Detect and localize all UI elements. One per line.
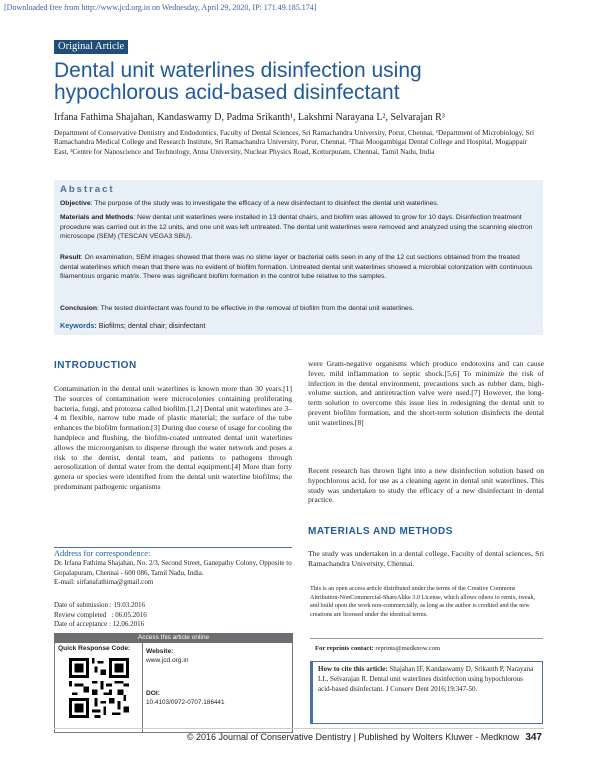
cite-label: How to cite this article: [318,665,388,673]
abstract-objective [60,199,538,209]
keywords-text: Biofilms; dental chair; disinfectant [96,321,206,330]
abstract-result [60,253,538,282]
license-note: This is an open access article distributed under the terms of the Creative Commons Attribution-NonCommercial-ShareAlike 3.0 License, which allows others to remix, tweak, and build upon the work non-commercially, as long as the author is credited and the new creations are licensed under the identical terms. [310,585,543,639]
conclusion-text: : The tested disinfectant was found to be effective in the removal of biofilm from the dental unit waterlines. [97,305,415,312]
date-list [54,601,292,630]
qr-label: Quick Response Code: [58,645,131,652]
right-paragraph-1: were Gram-negative organisms which produce endotoxins and can cause fever, mild inflammation to septic shock.[5,6] To minimize the risk of infection in the dental environment, precautions such as rubber dam, high-volume suction, and antiretraction valve were used.[7] However, the long-term solution to overcome this issue lies in redesigning the dental unit to prevent biofilm formation, and the short-term solution disinfects the dental unit waterlines.[8] [308,359,544,427]
introduction-paragraph: Contamination in the dental unit waterlines is known more than 30 years.[1] The sources of contamination were microcolonies containing proliferating bacteria, fungi, and protozoa called biofilm.[1,2] Dental unit waterlines are 3–4 m flexible, narrow tube made of plastic material; the surface of the tube enhances the biofilm formation.[3] During due course of usage for cooling the handpiece and flushing, the biofilm-coated untreated dental unit waterlines allows the microorganism to disperse through the water network and poses a risk to the dentist, dental team, and patients to pathogens through aerosolization of dental water from the dental equipment.[4] More than forty genera or species were identified from the dental unit waterline biofilms; the predominant pathogenic organisms [54,384,292,491]
date-review: Review completed : 06.05.2016 [54,610,147,619]
page-number: 347 [525,732,542,743]
reprints-label: For reprints contact: [315,645,374,652]
correspondence-address [54,559,292,588]
right-paragraph-2: Recent research has thrown light into a new disinfection solution based on hypochlorous acid, for use as a cleaning agent in dental unit waterlines. This study was undertaken to study the efficacy of a new disinfectant in dental practice. [308,466,544,505]
objective-label: Objective [60,200,91,207]
conclusion-label: Conclusion [60,305,98,312]
divider [142,643,143,733]
abstract-conclusion [60,304,538,314]
doi-link[interactable]: 10.4103/0972-0707.186441 [146,699,225,706]
doi-label: DOI: [146,690,160,697]
result-label: Result [60,254,81,261]
keywords-label: Keywords: [60,321,97,330]
objective-text: : The purpose of the study was to investigate the efficacy of a new disinfectant to disinfect the dental unit waterlines. [90,200,439,207]
article-type-badge: Original Article [54,40,128,54]
abstract-methods [60,213,538,242]
methods-heading: MATERIALS AND METHODS [308,526,453,537]
website-link[interactable]: www.jcd.org.in [146,657,189,664]
divider [54,547,292,548]
author-list: Irfana Fathima Shajahan, Kandaswamy D, Padma Srikanth¹, Lakshmi Narayana L², Selvarajan R³ [54,112,445,123]
reprints-contact [315,645,440,652]
divider [54,728,544,729]
keywords [60,321,205,330]
article-title: Dental unit waterlines disinfection using hypochlorous acid-based disinfectant [54,59,422,104]
access-heading: Access this article online [54,633,293,643]
date-acceptance: Date of acceptance : 12.06.2016 [54,620,145,628]
qr-code-icon[interactable] [69,658,129,718]
result-text: : On examination, SEM images showed that there was no slime layer or bacterial cells seen in any of the 12 cut sections obtained from the treated dental waterlines which mean that there was no evident of biofilm formation. Untreated dental unit waterlines showed a microbial colonization with continuous filamentous organic matrix. There was significant biofilm formation in the control tube relative to the samples. [60,254,533,280]
abstract-heading: Abstract [60,184,115,195]
methods-paragraph: The study was undertaken in a dental college, Faculty of dental sciences, Sri Ramachandra University, Chennai. [308,549,544,568]
date-submission: Date of submission : 19.03.2016 [54,601,145,609]
citation-box [310,661,543,724]
cite-text: Shajahan IF, Kandaswamy D, Srikanth P, Narayana LL, Selvarajan R. Dental unit waterlines disinfection using hypochlorous acid-based disinfectant. J Conserv Dent 2016;19:347-50. [318,665,534,693]
correspondence-email: E-mail: sirfanafathima@gmail.com [54,578,154,586]
footer-text: © 2016 Journal of Conservative Dentistry | Published by Wolters Kluwer - Medknow [186,732,520,742]
correspondence-body: Dr. Irfana Fathima Shajahan, No. 2/3, Second Street, Ganepathy Colony, Opposite to Gopalapuram, Chennai - 600 086, Tamil Nadu, India. [54,559,292,577]
methods-text: : New dental unit waterlines were installed in 13 dental chairs, and biofilm was allowed to grow for 10 days. Disinfection treatment procedure was carried out in the 12 units, and one unit was left untreated. The dental unit waterlines were removed and analyzed using the scanning electron microscope (SEM) (TESCAN VEGA3 SBU). [60,214,533,240]
affiliations: Department of Conservative Dentistry and Endodontics, Faculty of Dental Sciences, Sri Ramachandra University, Porur, Chennai, ¹Department of Microbiology, Sri Ramachandra Medical College and Research Institute, Sri Ramachandra University, Porur, Chennai, ²Thai Moogambigai Dental College and Hospital, Mogappair East, ³Centre for Nanoscience and Technology, Anna University, Nuclear Physics Road, Kotturpuram, Chennai, Tamil Nadu, India [54,128,534,156]
methods-label: Materials and Methods [60,214,134,221]
correspondence-heading: Address for correspondence: [54,549,151,558]
introduction-heading: INTRODUCTION [54,360,137,371]
download-note: [Downloaded free from http://www.jcd.org.in on Wednesday, April 29, 2020, IP: 171.49.185.174] [4,3,317,12]
reprints-email[interactable]: reprints@medknow.com [373,645,441,652]
website-label: Website: [146,648,174,655]
page-footer [187,732,542,743]
